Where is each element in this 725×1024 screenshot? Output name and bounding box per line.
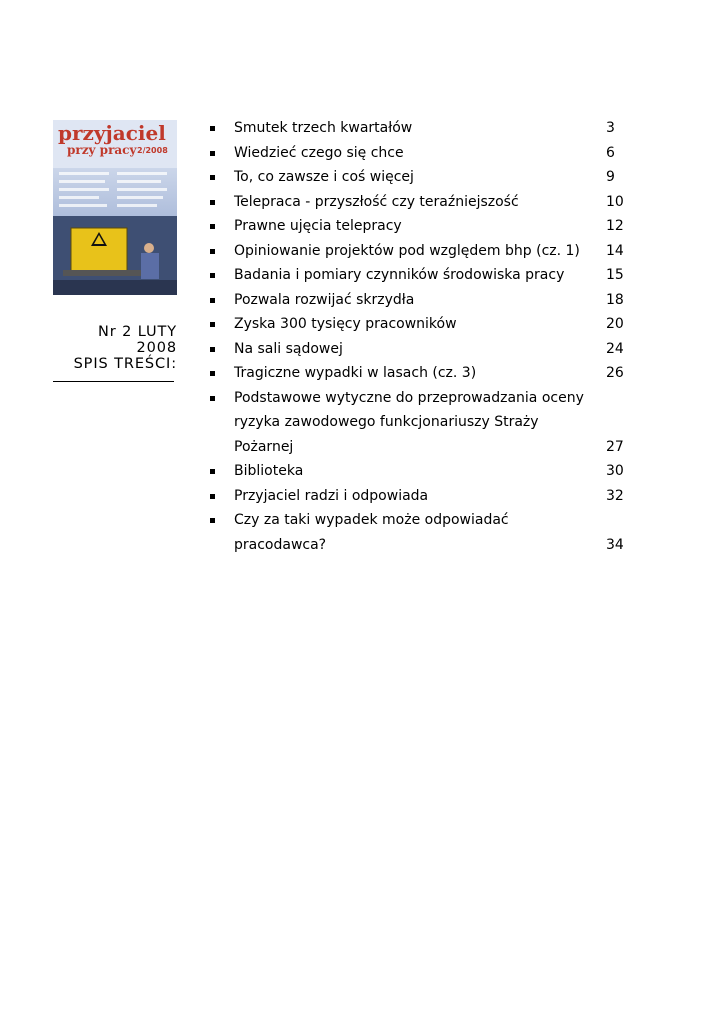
table-of-contents bbox=[210, 116, 630, 557]
heading-underline bbox=[53, 381, 174, 382]
toc-item bbox=[210, 263, 630, 288]
toc-item bbox=[210, 214, 630, 239]
toc-item-page: 30 bbox=[606, 463, 624, 479]
toc-item-title: Wiedzieć czego się chce bbox=[234, 144, 404, 161]
toc-item-page: 10 bbox=[606, 193, 624, 210]
toc-item bbox=[210, 459, 630, 484]
bullet-icon bbox=[210, 322, 215, 327]
toc-item bbox=[210, 288, 630, 313]
bullet-icon bbox=[210, 396, 215, 401]
bullet-icon bbox=[210, 249, 215, 254]
bullet-icon bbox=[210, 151, 215, 156]
toc-item bbox=[210, 116, 630, 141]
toc-item bbox=[210, 190, 630, 215]
bullet-icon bbox=[210, 126, 215, 131]
toc-item-page: 27 bbox=[606, 438, 624, 455]
toc-item bbox=[210, 508, 630, 557]
magazine-cover-image bbox=[53, 120, 177, 295]
toc-item-page: 18 bbox=[606, 291, 624, 308]
toc-item-title: Telepraca - przyszłość czy teraźniejszość bbox=[234, 193, 519, 210]
toc-item-page: 32 bbox=[606, 487, 624, 504]
toc-item bbox=[210, 165, 630, 190]
toc-item-page: 20 bbox=[606, 316, 624, 332]
issue-label: Nr 2 LUTY 2008 bbox=[97, 324, 177, 356]
toc-item-title: Tragiczne wypadki w lasach (cz. 3) bbox=[234, 365, 477, 381]
cover-title-line2: przy pracy bbox=[67, 143, 137, 157]
toc-item bbox=[210, 337, 630, 362]
toc-item bbox=[210, 484, 630, 509]
toc-item-title: Przyjaciel radzi i odpowiada bbox=[234, 487, 429, 504]
bullet-icon bbox=[210, 371, 215, 376]
toc-heading: SPIS TREŚCI: bbox=[73, 356, 177, 372]
toc-item-title: Prawne ujęcia telepracy bbox=[234, 218, 402, 234]
toc-item-page: 9 bbox=[606, 169, 615, 185]
bullet-icon bbox=[210, 469, 215, 474]
toc-item-title: Podstawowe wytyczne do przeprowadzania oceny ryzyka zawodowego funkcjonariuszy Straży Pożarnej bbox=[234, 389, 584, 455]
bullet-icon bbox=[210, 273, 215, 278]
bullet-icon bbox=[210, 175, 215, 180]
toc-item-page: 26 bbox=[606, 365, 624, 381]
toc-item bbox=[210, 141, 630, 166]
toc-item-page: 15 bbox=[606, 267, 624, 283]
bullet-icon bbox=[210, 518, 215, 523]
bullet-icon bbox=[210, 298, 215, 303]
toc-item-title: To, co zawsze i coś więcej bbox=[234, 169, 414, 185]
toc-item-title: Opiniowanie projektów pod względem bhp (cz. 1) bbox=[234, 242, 580, 259]
bullet-icon bbox=[210, 224, 215, 229]
toc-item-page: 6 bbox=[606, 144, 615, 161]
bullet-icon bbox=[210, 200, 215, 205]
toc-item bbox=[210, 361, 630, 386]
toc-item-page: 3 bbox=[606, 120, 615, 136]
cover-title-line1: przyjaciel bbox=[58, 121, 166, 145]
toc-item bbox=[210, 239, 630, 264]
toc-item-title: Biblioteka bbox=[234, 463, 304, 479]
toc-item-page: 12 bbox=[606, 218, 624, 234]
toc-item-title: Zyska 300 tysięcy pracowników bbox=[234, 316, 457, 332]
toc-item-page: 34 bbox=[606, 536, 624, 553]
toc-item-page: 24 bbox=[606, 340, 624, 357]
bullet-icon bbox=[210, 347, 215, 352]
toc-item-page: 14 bbox=[606, 242, 624, 259]
cover-artwork bbox=[53, 120, 177, 295]
toc-item-title: Badania i pomiary czynników środowiska pracy bbox=[234, 267, 565, 283]
toc-item-title: Na sali sądowej bbox=[234, 340, 343, 357]
toc-item bbox=[210, 312, 630, 337]
toc-item-title: Czy za taki wypadek może odpowiadać pracodawca? bbox=[234, 512, 509, 553]
cover-issue-code: 2/2008 bbox=[137, 146, 168, 155]
toc-item bbox=[210, 386, 630, 460]
toc-item-title: Smutek trzech kwartałów bbox=[234, 120, 413, 136]
bullet-icon bbox=[210, 494, 215, 499]
toc-item-title: Pozwala rozwijać skrzydła bbox=[234, 291, 415, 308]
